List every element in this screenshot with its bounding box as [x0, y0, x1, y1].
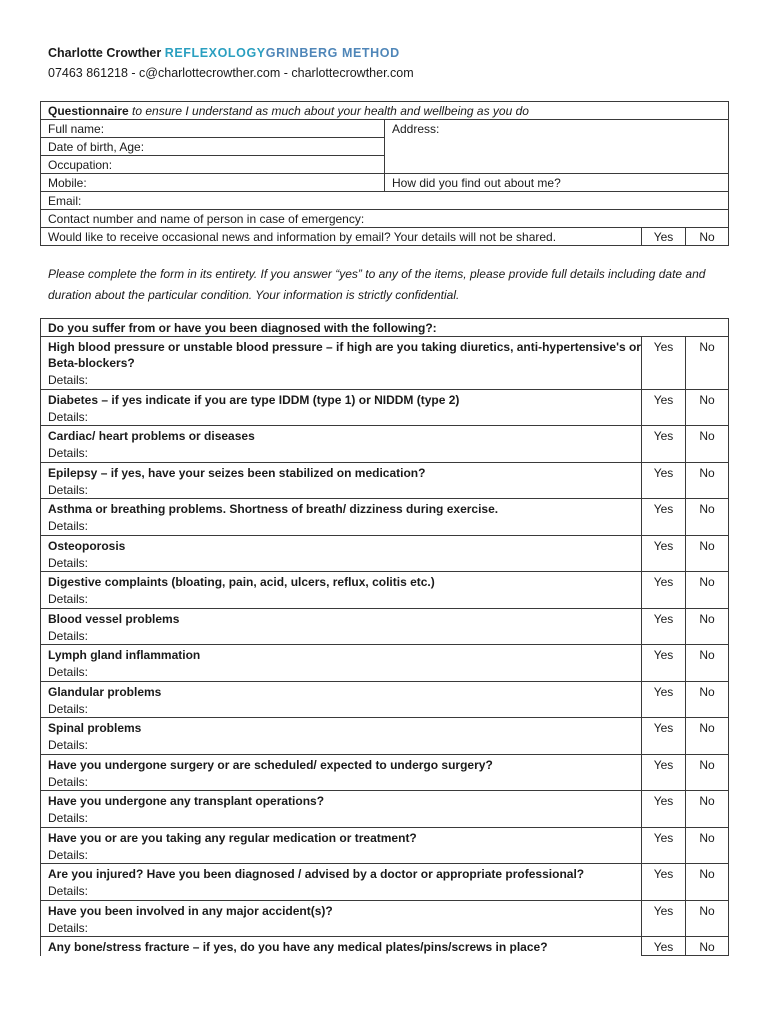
condition-yes[interactable]: Yes [642, 426, 686, 463]
condition-question: Have you undergone any transplant operations? [41, 791, 642, 810]
condition-row [41, 937, 729, 956]
condition-question: Lymph gland inflammation [41, 645, 642, 664]
details-row [41, 444, 729, 462]
details-row [41, 809, 729, 827]
condition-yes[interactable]: Yes [642, 791, 686, 828]
practitioner-name: Charlotte Crowther [48, 46, 162, 60]
details-row [41, 590, 729, 608]
condition-no[interactable]: No [686, 535, 729, 572]
condition-no[interactable]: No [686, 499, 729, 536]
condition-no[interactable]: No [686, 900, 729, 937]
condition-question: Glandular problems [41, 681, 642, 700]
condition-row [41, 426, 729, 445]
details-field[interactable]: Details: [41, 408, 642, 426]
brand-reflexology: REFLEXOLOGY [164, 46, 266, 60]
email-field[interactable]: Email: [41, 192, 729, 210]
condition-row [41, 535, 729, 554]
details-row [41, 919, 729, 937]
condition-row [41, 791, 729, 810]
condition-question: Have you or are you taking any regular medication or treatment? [41, 827, 642, 846]
details-field[interactable]: Details: [41, 809, 642, 827]
details-row [41, 736, 729, 754]
dob-field[interactable]: Date of birth, Age: [41, 138, 385, 156]
details-row [41, 773, 729, 791]
condition-row [41, 718, 729, 737]
condition-yes[interactable]: Yes [642, 754, 686, 791]
condition-yes[interactable]: Yes [642, 864, 686, 901]
condition-question: Spinal problems [41, 718, 642, 737]
condition-yes[interactable]: Yes [642, 535, 686, 572]
condition-question: Epilepsy – if yes, have your seizes been stabilized on medication? [41, 462, 642, 481]
details-field[interactable]: Details: [41, 517, 642, 535]
condition-yes[interactable]: Yes [642, 462, 686, 499]
address-field[interactable]: Address: [385, 120, 729, 174]
health-heading: Do you suffer from or have you been diagnosed with the following?: [41, 319, 729, 337]
condition-question: Have you undergone surgery or are scheduled/ expected to undergo surgery? [41, 754, 642, 773]
condition-question: Asthma or breathing problems. Shortness of breath/ dizziness during exercise. [41, 499, 642, 518]
condition-no[interactable]: No [686, 718, 729, 755]
condition-question: Are you injured? Have you been diagnosed / advised by a doctor or appropriate professional? [41, 864, 642, 883]
details-field[interactable]: Details: [41, 846, 642, 864]
condition-question: Cardiac/ heart problems or diseases [41, 426, 642, 445]
condition-yes[interactable]: Yes [642, 937, 686, 956]
condition-yes[interactable]: Yes [642, 645, 686, 682]
condition-yes[interactable]: Yes [642, 827, 686, 864]
condition-row [41, 827, 729, 846]
newsletter-question: Would like to receive occasional news and information by email? Your details will not be shared. [41, 228, 642, 246]
details-row [41, 481, 729, 499]
condition-no[interactable]: No [686, 864, 729, 901]
condition-question: Diabetes – if yes indicate if you are type IDDM (type 1) or NIDDM (type 2) [41, 389, 642, 408]
condition-yes[interactable]: Yes [642, 389, 686, 426]
personal-details-table [40, 101, 729, 246]
condition-row [41, 572, 729, 591]
condition-question: Any bone/stress fracture – if yes, do you have any medical plates/pins/screws in place? [41, 937, 642, 956]
details-row [41, 517, 729, 535]
full-name-field[interactable]: Full name: [41, 120, 385, 138]
condition-yes[interactable]: Yes [642, 337, 686, 390]
referral-field[interactable]: How did you find out about me? [385, 174, 729, 192]
details-field[interactable]: Details: [41, 919, 642, 937]
details-field[interactable]: Details: [41, 627, 642, 645]
details-field[interactable]: Details: [41, 554, 642, 572]
details-field[interactable]: Details: [41, 882, 642, 900]
condition-no[interactable]: No [686, 608, 729, 645]
details-row [41, 627, 729, 645]
details-field[interactable]: Details: [41, 773, 642, 791]
details-row [41, 408, 729, 426]
details-field[interactable]: Details: [41, 736, 642, 754]
condition-row [41, 462, 729, 481]
mobile-field[interactable]: Mobile: [41, 174, 385, 192]
condition-question: Digestive complaints (bloating, pain, acid, ulcers, reflux, colitis etc.) [41, 572, 642, 591]
condition-no[interactable]: No [686, 572, 729, 609]
condition-row [41, 754, 729, 773]
condition-no[interactable]: No [686, 426, 729, 463]
condition-question: Osteoporosis [41, 535, 642, 554]
condition-question: Blood vessel problems [41, 608, 642, 627]
condition-yes[interactable]: Yes [642, 681, 686, 718]
condition-yes[interactable]: Yes [642, 900, 686, 937]
condition-no[interactable]: No [686, 389, 729, 426]
newsletter-no[interactable]: No [686, 228, 729, 246]
condition-row [41, 900, 729, 919]
questionnaire-title: Questionnaire to ensure I understand as much about your health and wellbeing as you do [41, 102, 729, 120]
condition-question: Have you been involved in any major accident(s)? [41, 900, 642, 919]
condition-row [41, 337, 729, 372]
condition-yes[interactable]: Yes [642, 718, 686, 755]
brand-grinberg: GRINBERG METHOD [265, 46, 400, 60]
condition-no[interactable]: No [686, 337, 729, 390]
condition-row [41, 389, 729, 408]
condition-no[interactable]: No [686, 827, 729, 864]
details-row [41, 846, 729, 864]
emergency-contact-field[interactable]: Contact number and name of person in case of emergency: [41, 210, 729, 228]
details-field[interactable]: Details: [41, 481, 642, 499]
condition-no[interactable]: No [686, 681, 729, 718]
occupation-field[interactable]: Occupation: [41, 156, 385, 174]
contact-line: 07463 861218 - c@charlottecrowther.com - charlottecrowther.com [48, 66, 414, 80]
condition-row [41, 681, 729, 700]
condition-yes[interactable]: Yes [642, 608, 686, 645]
condition-yes[interactable]: Yes [642, 499, 686, 536]
details-field[interactable]: Details: [41, 700, 642, 718]
condition-no[interactable]: No [686, 645, 729, 682]
condition-yes[interactable]: Yes [642, 572, 686, 609]
condition-row [41, 864, 729, 883]
details-row [41, 663, 729, 681]
details-row [41, 700, 729, 718]
condition-no[interactable]: No [686, 462, 729, 499]
details-row [41, 371, 729, 389]
letterhead [48, 45, 414, 81]
condition-row [41, 499, 729, 518]
condition-row [41, 608, 729, 627]
newsletter-yes[interactable]: Yes [642, 228, 686, 246]
details-field[interactable]: Details: [41, 663, 642, 681]
letterhead-title [48, 45, 414, 61]
condition-no[interactable]: No [686, 937, 729, 956]
details-row [41, 882, 729, 900]
instructions: Please complete the form in its entirety. If you answer “yes” to any of the items, please provide full details including date and duration about the particular condition. Your information is strictly confidential. [48, 267, 706, 302]
details-field[interactable]: Details: [41, 590, 642, 608]
details-row [41, 554, 729, 572]
condition-no[interactable]: No [686, 791, 729, 828]
details-field[interactable]: Details: [41, 371, 642, 389]
condition-row [41, 645, 729, 664]
condition-question: High blood pressure or unstable blood pressure – if high are you taking diuretics, anti-hypertensive's or Beta-blockers? [41, 337, 642, 372]
details-field[interactable]: Details: [41, 444, 642, 462]
condition-no[interactable]: No [686, 754, 729, 791]
health-history-table [40, 318, 729, 956]
